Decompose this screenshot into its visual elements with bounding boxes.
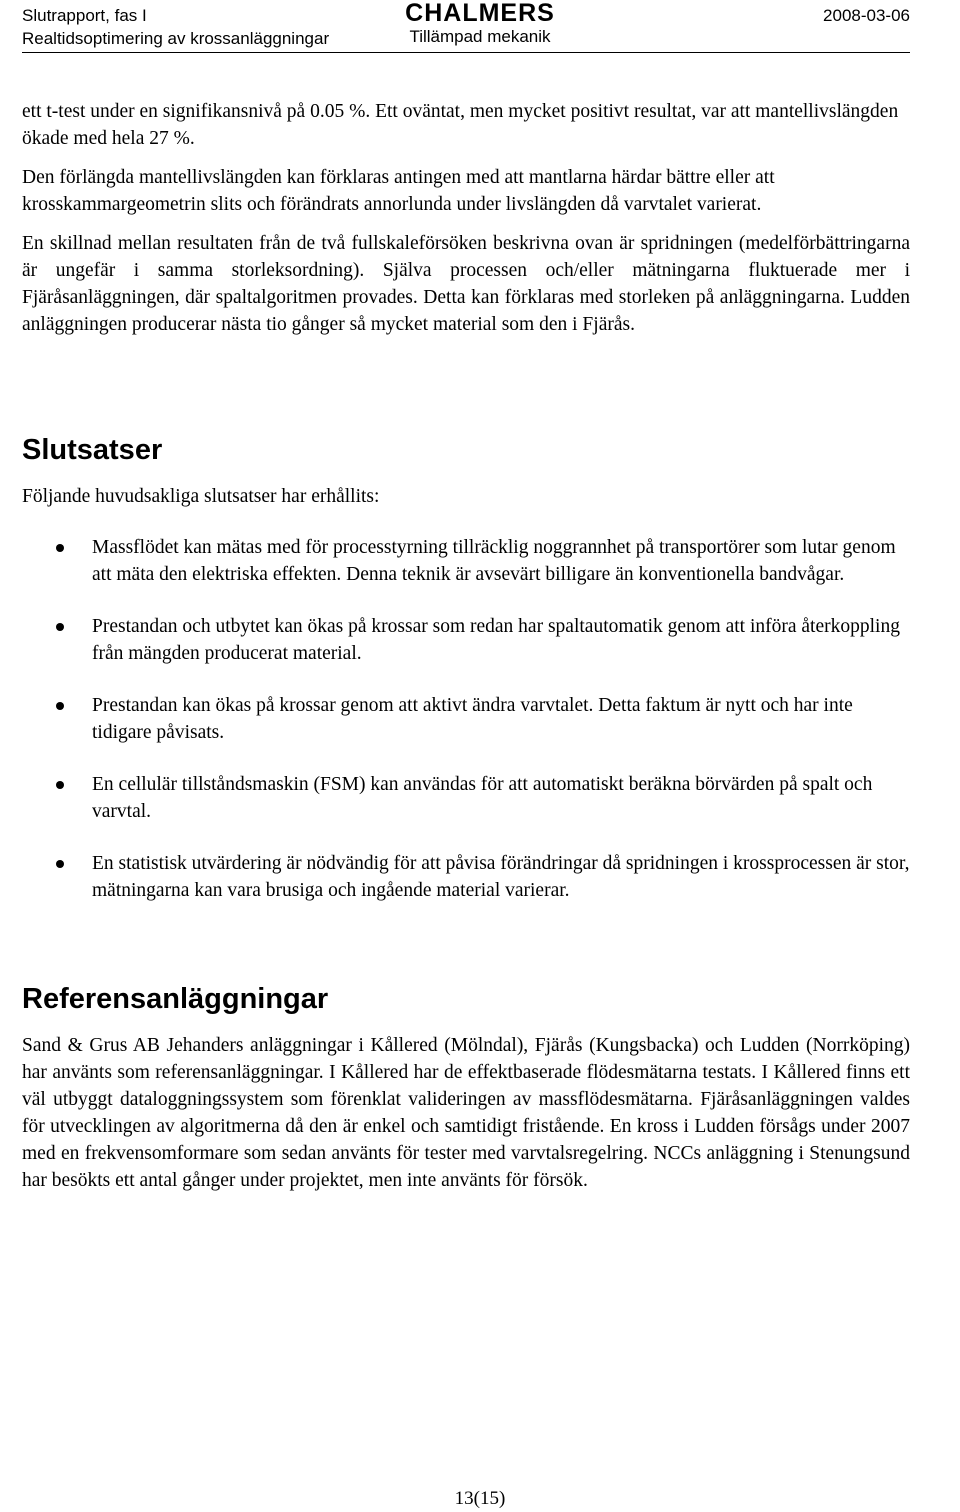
- heading-slutsatser: Slutsatser: [22, 434, 163, 466]
- header-institution: [0, 0, 960, 48]
- list-item-text: Massflödet kan mätas med för processtyrning tillräcklig noggrannhet på transportörer som lutar genom att mäta den elektriska effekten. Denna teknik är avsevärt billigare än konventionella bandvågar.: [92, 537, 896, 585]
- slutsatser-intro: Följande huvudsakliga slutsatser har erhållits:: [22, 486, 380, 507]
- list-item: [22, 771, 910, 825]
- list-item: [22, 534, 910, 588]
- header-divider: [22, 52, 910, 53]
- page-number: 13(15): [454, 1488, 506, 1509]
- header-department: Tillämpad mekanik: [409, 27, 551, 46]
- bullet-icon: [56, 623, 64, 631]
- conclusions-list: [22, 534, 910, 904]
- header-report-title: Slutrapport, fas I: [22, 6, 147, 25]
- bullet-icon: [56, 781, 64, 789]
- list-item: [22, 692, 910, 746]
- list-item-text: En statistisk utvärdering är nödvändig för att påvisa förändringar då spridningen i krossprocessen är stor, mätningarna kan vara brusiga och ingående material varierar.: [92, 853, 910, 901]
- list-item-text: En cellulär tillståndsmaskin (FSM) kan användas för att automatiskt beräkna börvärden på spalt och varvtal.: [92, 774, 873, 822]
- paragraph-ttest: ett t-test under en signifikansnivå på 0.05 %. Ett oväntat, men mycket positivt resultat, var att mantellivslängden ökade med hela 27 %.: [22, 101, 899, 149]
- paragraph-difference: En skillnad mellan resultaten från de två fullskaleförsöken beskrivna ovan är spridningen (medelförbättringarna är ungefär i samma storleksordning). Själva processen och/eller mätningarna fluktuerade mer i Fjäråsanläggningen, där spaltalgoritmen provades. Detta kan förklaras med storleken på anläggningarna. Ludden anläggningen producerar nästa tio gånger så mycket material som den i Fjärås.: [22, 233, 910, 335]
- list-item: [22, 850, 910, 904]
- header-project-title: Realtidsoptimering av krossanläggningar: [22, 29, 330, 48]
- header-date: 2008-03-06: [823, 6, 910, 25]
- list-item: [22, 613, 910, 667]
- page-content: [22, 98, 910, 1206]
- paragraph-referens: Sand & Grus AB Jehanders anläggningar i Kållered (Mölndal), Fjärås (Kungsbacka) och Ludden (Norrköping) har använts som referensanläggningar. I Kållered har de effektbaserade flödesmätarna testats. I Kållered finns ett väl utbyggt dataloggningssystem som förenklat valideringen av massflödesmätarna. Fjäråsanläggningen valdes för utvecklingen av algoritmerna då den är enkel och samtidigt fristående. En kross i Ludden försågs under 2007 med en frekvensomformare som sedan använts för tester med varvtalsregelring. NCCs anläggning i Stenungsund har besökts ett antal gånger under projektet, men inte använts för försök.: [22, 1035, 910, 1191]
- chalmers-logo: CHALMERS: [405, 0, 555, 27]
- page-header: [0, 0, 960, 52]
- heading-referensanlaggningar: Referensanläggningar: [22, 983, 329, 1015]
- section-spacer: [22, 350, 910, 433]
- list-item-text: Prestandan och utbytet kan ökas på krossar som redan har spaltautomatik genom att införa återkoppling från mängden producerat material.: [92, 616, 900, 664]
- section-spacer: [22, 929, 910, 982]
- bullet-icon: [56, 702, 64, 710]
- bullet-icon: [56, 544, 64, 552]
- paragraph-lifetime: Den förlängda mantellivslängden kan förklaras antingen med att mantlarna härdar bättre eller att krosskammargeometrin slits och förändrats annorlunda under livslängden då varvtalet varierat.: [22, 167, 775, 215]
- bullet-icon: [56, 860, 64, 868]
- list-item-text: Prestandan kan ökas på krossar genom att aktivt ändra varvtalet. Detta faktum är nytt och har inte tidigare påvisats.: [92, 695, 853, 743]
